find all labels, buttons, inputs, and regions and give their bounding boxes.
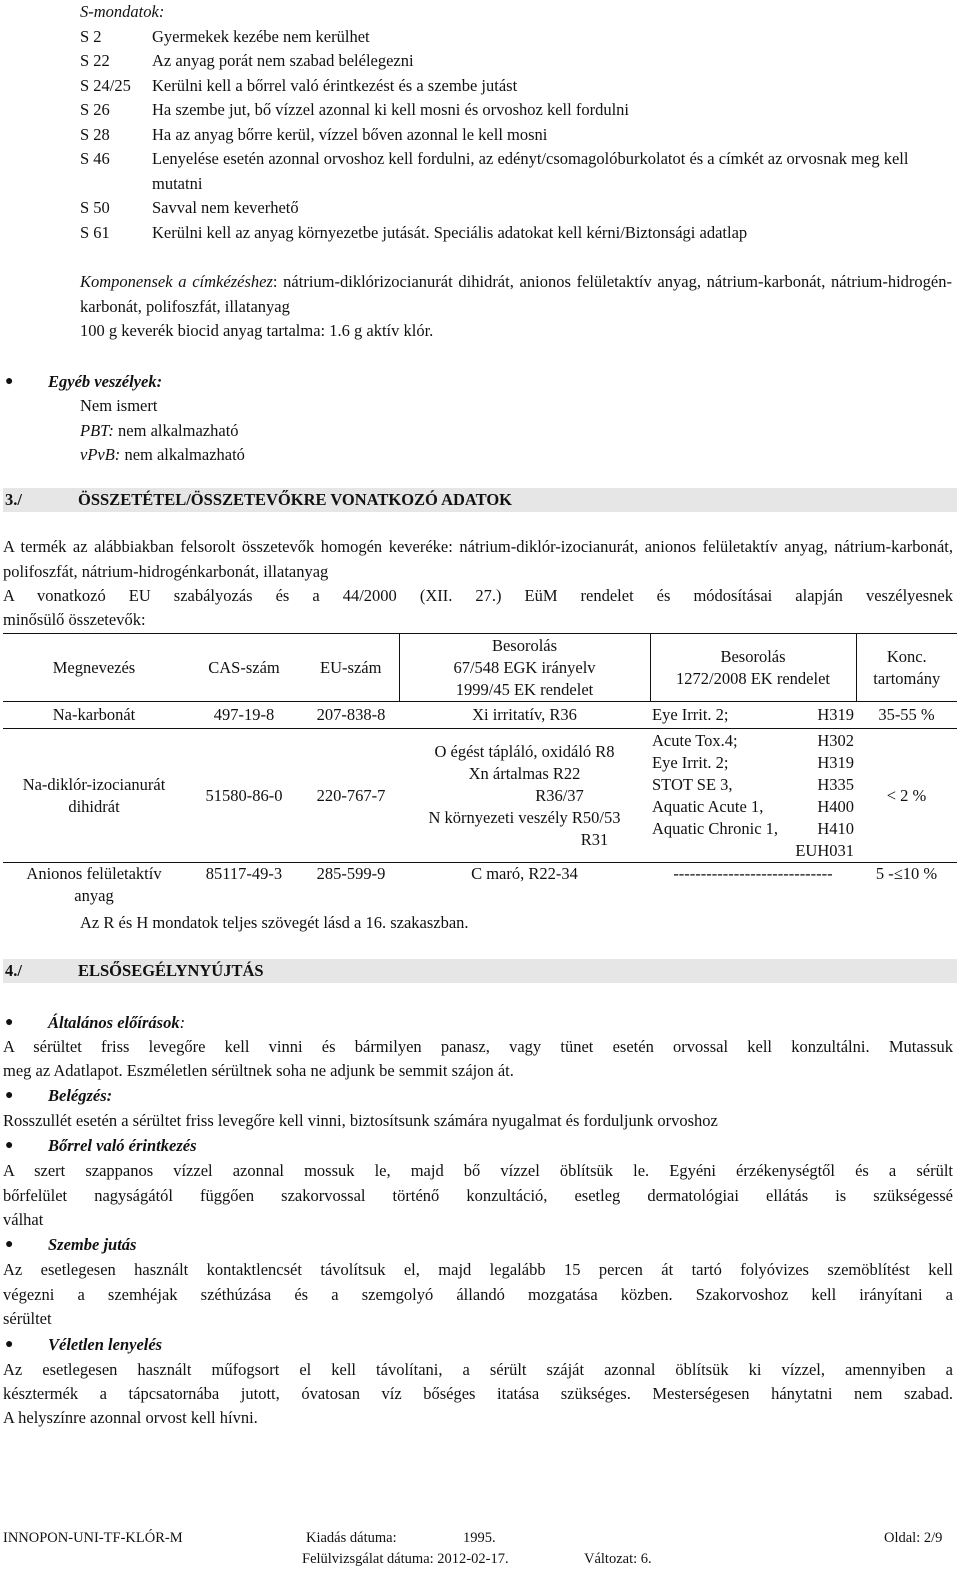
cell-name — [3, 863, 185, 909]
header-name: Megnevezés — [3, 634, 185, 702]
hazard-statement: H410 — [817, 818, 854, 838]
regulation-text-cont: minősülő összetevők: — [3, 610, 146, 629]
hazard-code-line — [652, 796, 854, 818]
skin-text-line: bőrfelület nagyságától függően szakorvossal történő konzultáció, esetleg dermatológiai ellátás is szükségessé — [3, 1186, 953, 1205]
section-number: 4./ — [5, 961, 22, 980]
labeling-text: : nátrium-diklórizocianurát dihidrát, anionos felületaktív anyag, nátrium-karbonát, nátrium-hidrogén-karbonát, polifoszfát, illatanyag — [80, 272, 952, 316]
name-line: dihidrát — [68, 796, 120, 816]
header-conc — [856, 634, 957, 702]
cell-conc: < 2 % — [856, 729, 957, 863]
s-phrase-text: Savval nem keverhető — [152, 198, 299, 217]
labeling-components — [80, 270, 952, 319]
cell-eu: 285-599-9 — [316, 864, 386, 883]
s-phrase-code: S 50 — [80, 198, 110, 217]
s-phrase-text: Az anyag porát nem szabad belélegezni — [152, 51, 414, 70]
section-title: ÖSSZETÉTEL/ÖSSZETEVŐKRE VONATKOZÓ ADATOK — [78, 490, 513, 509]
hazard-code-line — [652, 730, 854, 752]
cell-conc: 5 -≤10 % — [875, 864, 938, 883]
header-line: tartomány — [873, 668, 941, 688]
header-line: Besorolás — [491, 635, 558, 655]
eye-title: Szembe jutás — [48, 1235, 137, 1254]
s-phrase-code: S 2 — [80, 26, 102, 46]
s-phrase-row — [80, 49, 952, 74]
s-phrase-row — [80, 25, 952, 50]
general-text-line: meg az Adatlapot. Eszméletlen sérültnek soha ne adjunk be semmit szájon át. — [3, 1061, 514, 1080]
hazard-statement: H319 — [817, 705, 854, 724]
s-phrase-text: Lenyelése esetén azonnal orvoshoz kell fordulni, az edényt/csomagolóburkolatot és a címkét az orvosnak meg kell mutatni — [152, 149, 909, 193]
other-hazards-text: Nem ismert — [80, 396, 158, 415]
footer-issue-value: 1995. — [463, 1530, 496, 1546]
s-phrase-code: S 24/25 — [80, 75, 131, 95]
bullet-icon: ● — [5, 1337, 14, 1352]
cell-cas: 51580-86-0 — [185, 729, 303, 863]
cell-class-67: Xi irritatív, R36 — [399, 702, 650, 729]
inhalation-title: Belégzés: — [48, 1086, 113, 1105]
class-line: R31 — [580, 829, 609, 849]
cell-name — [3, 729, 185, 863]
s-phrase-code: S 46 — [80, 149, 110, 168]
section-4-heading — [3, 959, 957, 983]
swallow-text-line: Az esetlegesen használt műfogsort el kell távolítani, a sérült száját azonnal öblítsük ki vízzel, amennyiben a — [3, 1360, 953, 1379]
cell-cas: 497-19-8 — [185, 702, 303, 729]
swallow-text-line: A helyszínre azonnal orvost kell hívni. — [3, 1408, 258, 1427]
cell-conc: 35-55 % — [856, 702, 957, 729]
cell-name: Na-karbonát — [3, 702, 185, 729]
eye-text-line: végezni a szemhéjak széthúzása és a szemgolyó állandó mozgatása közben. Szakorvoshoz kell irányítani a — [3, 1285, 953, 1304]
table-header-row — [3, 634, 957, 702]
eye-text-line: Az esetlegesen használt kontaktlencsét távolítsuk el, majd legalább 15 percen át tartó folyóvizes szemöblítést kell — [3, 1260, 953, 1279]
header-class-67 — [399, 634, 650, 702]
s-phrase-row — [80, 147, 952, 196]
hazard-code-line — [652, 752, 854, 774]
hazard-class: STOT SE 3, — [652, 774, 733, 794]
swallow-text-line: késztermék a tápcsatornába jutott, óvatosan víz bőséges itatása szükséges. Mesterségesen hánytatni nem szabad. — [3, 1384, 953, 1403]
header-line: 1272/2008 EK rendelet — [676, 668, 830, 688]
header-line: Konc. — [886, 646, 927, 666]
cell-class-1272 — [650, 702, 856, 729]
general-title-colon: : — [179, 1013, 186, 1032]
general-title-text: Általános előírások — [48, 1013, 180, 1032]
hazard-statement: H335 — [817, 774, 854, 794]
s-phrase-text: Gyermekek kezébe nem kerülhet — [152, 26, 370, 46]
s-phrases-block — [80, 0, 952, 245]
header-class-1272 — [650, 634, 856, 702]
section-title: ELSŐSEGÉLYNYÚJTÁS — [78, 961, 264, 980]
s-phrase-text: Kerülni kell a bőrrel való érintkezést és a szembe jutást — [152, 75, 518, 95]
table-row — [3, 729, 957, 863]
composition-table — [3, 633, 957, 909]
hazard-class: Eye Irrit. 2; — [652, 752, 729, 772]
table-row — [3, 863, 957, 909]
hazard-code-line — [652, 704, 854, 726]
hazard-code-line — [652, 840, 854, 862]
s-phrase-code: S 61 — [80, 222, 110, 242]
r-h-phrases-note: Az R és H mondatok teljes szövegét lásd a 16. szakaszban. — [80, 913, 469, 932]
table-row — [3, 702, 957, 729]
s-phrase-code: S 28 — [80, 124, 110, 144]
swallow-title: Véletlen lenyelés — [48, 1335, 163, 1354]
bullet-icon: ● — [5, 1138, 14, 1153]
eye-text-line: sérültet — [3, 1309, 52, 1328]
name-line: Anionos felületaktív — [26, 864, 162, 883]
cell-eu: 220-767-7 — [303, 729, 399, 863]
vpvb-label: vPvB: — [80, 445, 121, 464]
bullet-icon: ● — [5, 374, 14, 389]
class-line: O égést tápláló, oxidáló R8 — [434, 741, 615, 761]
header-line: Besorolás — [720, 646, 786, 666]
class-line: N környezeti veszély R50/53 — [428, 807, 621, 827]
s-phrase-text: Ha szembe jut, bő vízzel azonnal ki kell mosni és orvoshoz kell fordulni — [152, 100, 630, 119]
s-phrase-row — [80, 123, 952, 148]
hazard-code-line — [652, 818, 854, 840]
footer-issue-label: Kiadás dátuma: — [306, 1530, 397, 1546]
labeling-label: Komponensek a címkézéshez — [80, 272, 273, 291]
cell-cas: 85117-49-3 — [205, 864, 283, 883]
footer-version: Változat: 6. — [584, 1551, 652, 1567]
regulation-text: A vonatkozó EU szabályozás és a 44/2000 (XII. 27.) EüM rendelet és módosításai alapján veszélyesnek — [3, 586, 953, 605]
skin-title: Bőrrel való érintkezés — [48, 1136, 197, 1155]
pbt-line — [80, 419, 239, 444]
other-hazards-title: Egyéb veszélyek: — [48, 372, 163, 391]
hazard-statement: H400 — [817, 796, 854, 816]
hazard-code-line — [652, 774, 854, 796]
hazard-statement: EUH031 — [795, 840, 854, 860]
pbt-value: nem alkalmazható — [113, 421, 239, 440]
section-3-heading — [3, 488, 957, 512]
skin-text-line: A szert szappanos vízzel azonnal mossuk le, majd bő vízzel öblítsük le. Egyéni érzékenységtől és a sérült — [3, 1161, 953, 1180]
header-eu: EU-szám — [303, 634, 399, 702]
header-cas: CAS-szám — [185, 634, 303, 702]
hazard-statement: H319 — [817, 752, 854, 772]
s-phrase-code: S 26 — [80, 100, 110, 119]
s-phrase-text: Ha az anyag bőrre kerül, vízzel bőven azonnal le kell mosni — [152, 124, 548, 144]
cell-class-67 — [399, 729, 650, 863]
hazard-class: Aquatic Acute 1, — [652, 796, 764, 816]
header-line: 67/548 EGK irányelv — [453, 657, 596, 677]
s-phrase-row — [80, 98, 952, 123]
bullet-icon: ● — [5, 1015, 14, 1030]
s-phrase-row — [80, 74, 952, 99]
hazard-class: Acute Tox.4; — [652, 730, 738, 750]
hazard-class: Eye Irrit. 2; — [652, 705, 729, 724]
inhalation-text: Rosszullét esetén a sérültet friss levegőre kell vinni, biztosítsunk számára nyugalmat és forduljunk orvoshoz — [3, 1111, 718, 1130]
header-line: 1999/45 EK rendelet — [455, 679, 594, 699]
skin-text-line: válhat — [3, 1210, 44, 1229]
hazard-class: Aquatic Chronic 1, — [652, 818, 779, 838]
s-phrases-heading: S-mondatok: — [80, 2, 165, 21]
composition-text: A termék az alábbiakban felsorolt összetevők homogén keveréke: nátrium-diklór-izocianurát, anionos felületaktív anyag, nátrium-karbonát, polifoszfát, nátrium-hidrogénkarbonát, illatanyag — [3, 537, 953, 581]
footer-page-number: Oldal: 2/9 — [884, 1530, 943, 1546]
vpvb-value: nem alkalmazható — [120, 445, 245, 464]
name-line: Na-diklór-izocianurát — [22, 774, 166, 794]
s-phrase-text: Kerülni kell az anyag környezetbe jutását. Speciális adatokat kell kérni/Biztonsági adatlap — [152, 222, 748, 242]
s-phrase-row — [80, 221, 952, 246]
section-number: 3./ — [5, 490, 22, 509]
pbt-label: PBT: — [80, 421, 114, 440]
hazard-statement: H302 — [817, 730, 854, 750]
class-line: Xn ártalmas R22 — [468, 763, 581, 783]
biocid-content: 100 g keverék biocid anyag tartalma: 1.6 g aktív klór. — [80, 321, 434, 340]
bullet-icon: ● — [5, 1088, 14, 1103]
footer-revision-date: Felülvizsgálat dátuma: 2012-02-17. — [302, 1551, 509, 1567]
name-line: anyag — [74, 886, 114, 905]
cell-eu: 207-838-8 — [303, 702, 399, 729]
cell-class-1272: ----------------------------- — [673, 864, 833, 883]
general-title — [48, 1011, 185, 1036]
general-text-line: A sérültet friss levegőre kell vinni és bármilyen panasz, vagy tünet esetén orvossal kell konzultálni. Mutassuk — [3, 1037, 953, 1056]
s-phrase-row — [80, 196, 952, 221]
cell-class-67: C maró, R22-34 — [471, 864, 578, 883]
s-phrase-code: S 22 — [80, 51, 110, 70]
vpvb-line — [80, 443, 245, 468]
footer-doc-code: INNOPON-UNI-TF-KLÓR-M — [3, 1530, 183, 1546]
cell-class-1272 — [650, 729, 856, 863]
class-line: R36/37 — [535, 785, 584, 805]
bullet-icon: ● — [5, 1237, 14, 1252]
